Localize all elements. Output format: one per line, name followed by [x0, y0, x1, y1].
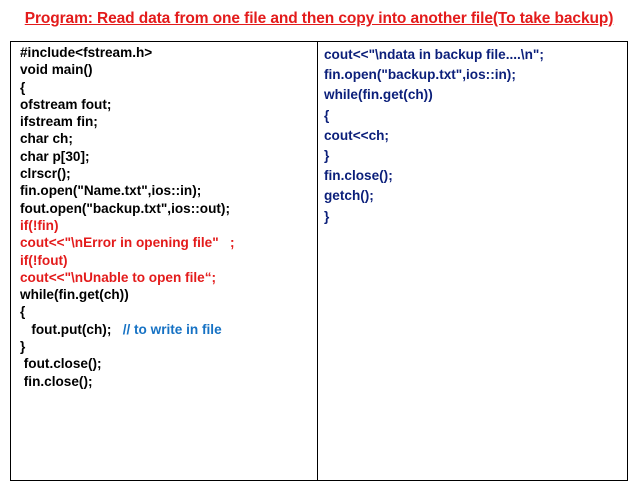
code-line	[20, 217, 317, 234]
left-code-column	[11, 42, 318, 480]
code-text: }	[20, 339, 26, 355]
code-text: #include<fstream.h>	[20, 45, 153, 60]
code-line	[20, 338, 317, 355]
code-text: fout.close();	[20, 356, 102, 372]
code-line	[20, 303, 317, 320]
code-line	[20, 182, 317, 199]
code-line: cout<<"\ndata in backup file....\n";	[324, 47, 544, 62]
code-line	[20, 200, 317, 217]
code-line	[20, 355, 317, 372]
code-text: clrscr();	[20, 166, 71, 182]
code-line: }	[324, 208, 330, 224]
code-line: fin.open("backup.txt",ios::in);	[324, 67, 516, 83]
code-text: {	[20, 79, 26, 95]
code-line	[20, 96, 317, 113]
code-text: {	[20, 304, 26, 320]
code-line	[20, 61, 317, 78]
code-text: fout.open("backup.txt",ios::out);	[20, 200, 230, 216]
code-text: if(!fin)	[20, 217, 59, 233]
code-text: void main()	[20, 62, 93, 78]
code-line	[20, 79, 317, 96]
page-title: Program: Read data from one file and then copy into another file(To take backup)	[24, 10, 614, 27]
code-text: char p[30];	[20, 148, 90, 164]
code-line	[20, 130, 317, 147]
code-line	[20, 269, 317, 286]
right-code-column	[318, 42, 627, 480]
code-line	[20, 286, 317, 303]
code-text: fout.put(ch);	[20, 321, 112, 337]
code-line	[20, 252, 317, 269]
code-text: cout<<"\nUnable to open file“;	[20, 269, 217, 285]
code-comment: // to write in file	[111, 321, 222, 337]
code-text: ofstream fout;	[20, 96, 112, 112]
code-line	[20, 373, 317, 390]
code-text: fin.close();	[20, 373, 93, 389]
code-text: if(!fout)	[20, 252, 68, 268]
code-table	[10, 41, 628, 481]
code-text: ifstream fin;	[20, 114, 98, 130]
code-line	[20, 234, 317, 251]
code-line	[20, 44, 317, 61]
code-line: while(fin.get(ch))	[324, 87, 433, 103]
code-line	[20, 321, 317, 338]
code-text: fin.open("Name.txt",ios::in);	[20, 183, 202, 199]
code-text: cout<<"\nError in opening file" ;	[20, 235, 235, 251]
code-line	[20, 165, 317, 182]
code-text: while(fin.get(ch))	[20, 287, 129, 303]
code-line: {	[324, 107, 330, 123]
code-line	[20, 113, 317, 130]
code-line: }	[324, 148, 330, 164]
code-line	[20, 148, 317, 165]
code-line: fin.close();	[324, 168, 393, 184]
code-line: getch();	[324, 188, 374, 204]
code-line: cout<<ch;	[324, 127, 389, 143]
code-text: char ch;	[20, 131, 73, 147]
